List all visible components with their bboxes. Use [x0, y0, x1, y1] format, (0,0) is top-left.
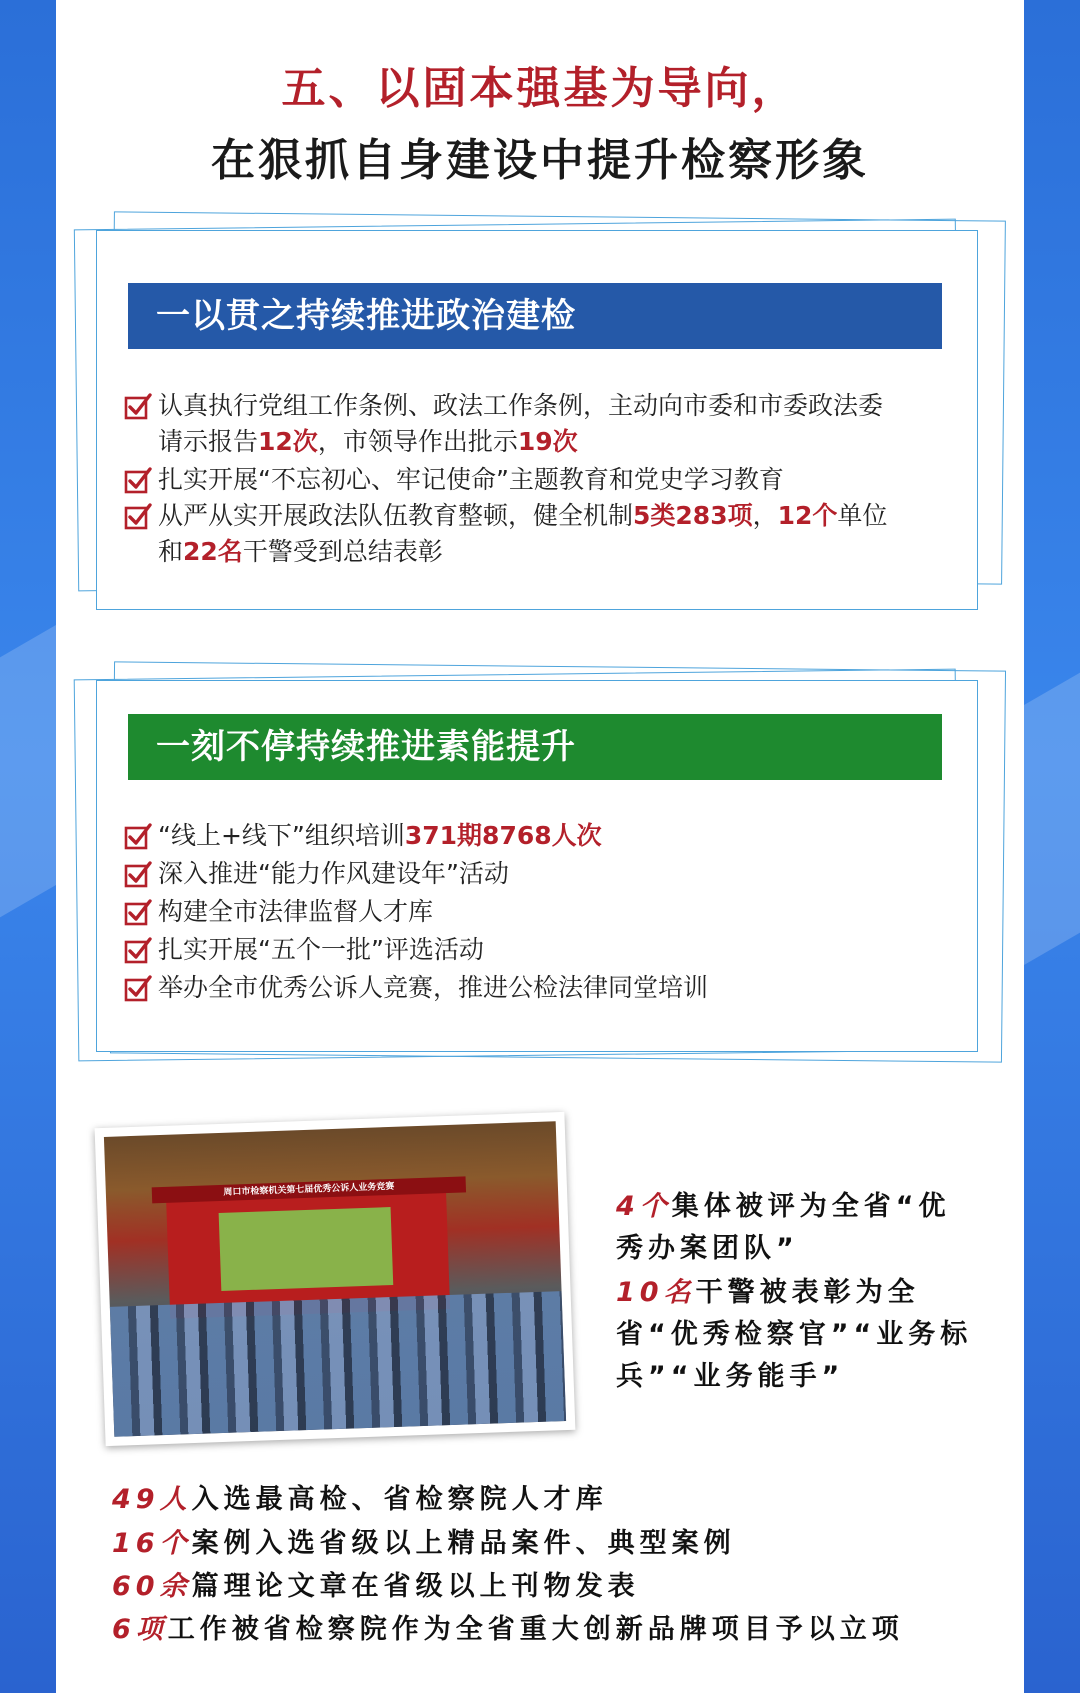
event-photo [95, 1112, 576, 1446]
bottom-line-3 [112, 1567, 640, 1607]
page-title-line1: 五、以固本强基为导向， [281, 63, 799, 114]
highlight-number: 49人 [112, 1484, 192, 1515]
highlight-number: 12次 [258, 427, 318, 456]
highlight-number: 16个 [112, 1528, 192, 1559]
highlight-number: 60余 [112, 1571, 192, 1602]
item-text: 扎实开展“五个一批”评选活动 [158, 935, 484, 964]
event-banner-text: 周口市检察机关第七届优秀公诉人业务竞赛 [223, 1181, 395, 1198]
bottom-line-1 [112, 1480, 608, 1520]
side-text: 干警被表彰为全省“优秀检察官”“业务标兵”“业务能手” [616, 1277, 973, 1392]
bottom-text: 入选最高检、省检察院人才库 [191, 1484, 608, 1515]
item-text: ， [752, 501, 778, 530]
check-icon [124, 898, 152, 926]
item-text: 从严从实开展政法队伍教育整顿，健全机制 [158, 501, 634, 530]
highlight-number: 22名 [183, 537, 243, 566]
item-text: 举办全市优秀公诉人竞赛，推进公检法律同堂培训 [158, 973, 709, 1002]
highlight-number: 12个 [777, 501, 838, 530]
highlight-number: 10名 [616, 1277, 696, 1308]
section1-banner: 一以贯之持续推进政治建检 [128, 283, 942, 349]
item-text: 认真执行党组工作条例、政法工作条例，主动向市委和市委政法委 [158, 391, 884, 420]
bottom-text: 篇理论文章在省级以上刊物发表 [191, 1571, 640, 1602]
side-paragraph-1 [616, 1186, 978, 1270]
highlight-number: 4个 [616, 1191, 672, 1222]
audience [110, 1291, 566, 1437]
bottom-text: 工作被省检察院作为全省重大创新品牌项目予以立项 [167, 1614, 904, 1645]
highlight-number: 19次 [517, 427, 578, 456]
check-icon [124, 392, 152, 420]
highlight-number: 5类283项 [633, 501, 753, 530]
check-icon [124, 936, 152, 964]
highlight-number: 371期8768人次 [404, 821, 602, 850]
bottom-text: 案例入选省级以上精品案件、典型案例 [191, 1528, 736, 1559]
bottom-line-2 [112, 1524, 736, 1564]
auditorium-image [104, 1121, 566, 1437]
bottom-line-4 [112, 1610, 904, 1650]
item-text: 扎实开展“不忘初心、牢记使命”主题教育和党史学习教育 [158, 465, 784, 494]
check-icon [124, 860, 152, 888]
projection-screen [219, 1207, 394, 1291]
item-text: 单位 [837, 501, 888, 530]
page-title-line2: 在狠抓自身建设中提升检察形象 [211, 135, 869, 186]
item-text: ，市领导作出批示 [317, 427, 518, 456]
section2-banner: 一刻不停持续推进素能提升 [128, 714, 942, 780]
side-text: 集体被评为全省“优秀办案团队” [616, 1191, 951, 1264]
check-icon [124, 466, 152, 494]
item-text: “线上+线下”组织培训 [158, 821, 405, 850]
item-text: 干警受到总结表彰 [242, 537, 443, 566]
item-text: 和 [158, 537, 184, 566]
highlight-number: 6项 [112, 1614, 168, 1645]
check-icon [124, 822, 152, 850]
check-icon [124, 502, 152, 530]
check-icon [124, 974, 152, 1002]
side-paragraph-2 [616, 1272, 978, 1398]
item-text: 请示报告 [158, 427, 259, 456]
item-text: 深入推进“能力作风建设年”活动 [158, 859, 509, 888]
item-text: 构建全市法律监督人才库 [158, 897, 434, 926]
